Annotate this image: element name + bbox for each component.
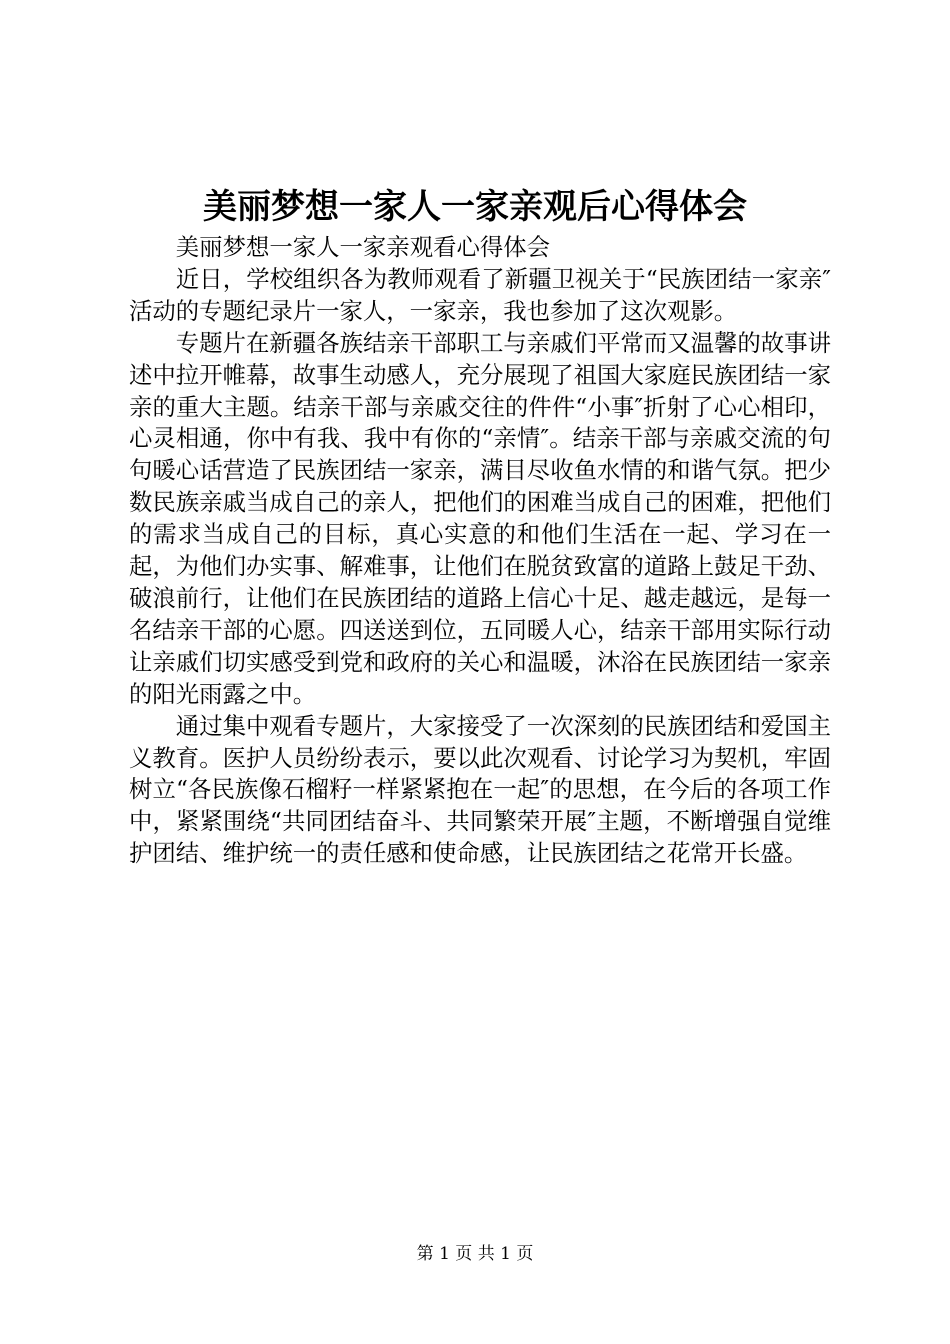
document-title: 美丽梦想一家人一家亲观后心得体会 bbox=[203, 187, 747, 227]
body-paragraph: 专题片在新疆各族结亲干部职工与亲戚们平常而又温馨的故事讲述中拉开帷幕，故事生动感人，充分展现了祖国大家庭民族团结一家亲的重大主题。结亲干部与亲戚交往的件件“小事″折射了心心相印，心灵相通，你中有我、我中有你的“亲情″。结亲干部与亲戚交流的句句暖心话营造了民族团结一家亲，满目尽收鱼水情的和谐气氛。把少数民族亲戚当成自己的亲人，把他们的困难当成自己的困难，把他们的需求当成自己的目标，真心实意的和他们生活在一起、学习在一起，为他们办实事、解难事，让他们在脱贫致富的道路上鼓足干劲、破浪前行，让他们在民族团结的道路上信心十足、越走越远，是每一名结亲干部的心愿。四送送到位，五同暖人心，结亲干部用实际行动让亲戚们切实感受到党和政府的关心和温暖，沐浴在民族团结一家亲的阳光雨露之中。 bbox=[129, 328, 831, 708]
document-body bbox=[129, 232, 831, 870]
body-paragraph: 通过集中观看专题片，大家接受了一次深刻的民族团结和爱国主义教育。医护人员纷纷表示，要以此次观看、讨论学习为契机，牢固树立“各民族像石榴籽一样紧紧抱在一起″的思想，在今后的各项工作中，紧紧围绕“共同团结奋斗、共同繁荣开展″主题，不断增强自觉维护团结、维护统一的责任感和使命感，让民族团结之花常开长盛。 bbox=[129, 711, 831, 868]
body-paragraph: 近日，学校组织各为教师观看了新疆卫视关于“民族团结一家亲″活动的专题纪录片一家人，一家亲，我也参加了这次观影。 bbox=[129, 264, 831, 325]
subtitle-paragraph: 美丽梦想一家人一家亲观看心得体会 bbox=[175, 233, 551, 261]
page-footer: 第 1 页 共 1 页 bbox=[416, 1244, 534, 1264]
